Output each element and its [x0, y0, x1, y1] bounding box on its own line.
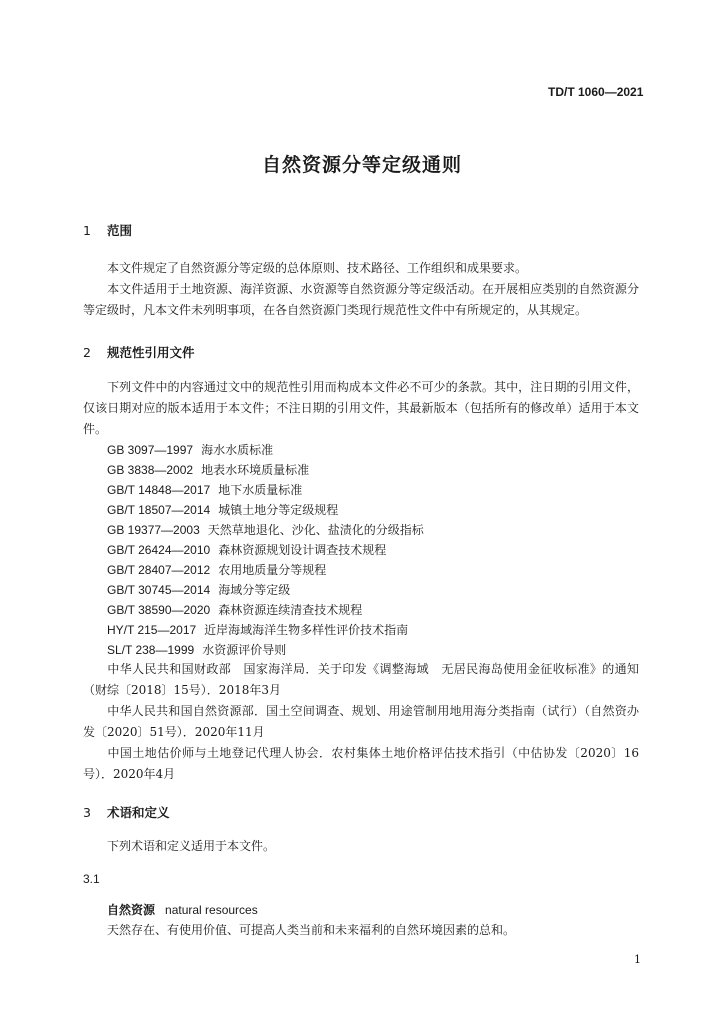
section-number: 3	[83, 805, 91, 820]
term-english: natural resources	[165, 903, 258, 917]
term-definition: 天然存在、有使用价值、可提高人类当前和未来福利的自然环境因素的总和。	[107, 923, 516, 937]
section-3-heading	[83, 803, 170, 821]
reference-item: GB 3838—2002 地表水环境质量标准	[107, 463, 310, 477]
term-entry	[107, 901, 258, 918]
other-reference: 中国土地估价师与土地登记代理人协会．农村集体土地价格评估技术指引（中估协发〔2020〕16号）．2020年4月	[83, 746, 639, 781]
section-1-heading	[83, 221, 132, 239]
section-number: 2	[83, 345, 91, 360]
reference-item: GB/T 26424—2010 森林资源规划设计调查技术规程	[107, 543, 387, 557]
page-number: 1	[634, 953, 641, 966]
reference-item: SL/T 238—1999 水资源评价导则	[107, 643, 287, 657]
term-number: 3.1	[83, 872, 100, 886]
document-title: 自然资源分等定级通则	[261, 154, 462, 176]
reference-item: GB 3097—1997 海水水质标准	[107, 443, 274, 457]
reference-item: GB/T 14848—2017 地下水质量标准	[107, 483, 303, 497]
section-1-paragraph-2: 本文件适用于土地资源、海洋资源、水资源等自然资源分等定级活动。在开展相应类别的自然资源分等定级时，凡本文件未列明事项，在各自然资源门类现行规范性文件中有所规定的，从其规定。	[83, 282, 639, 317]
reference-item: GB/T 18507—2014 城镇土地分等定级规程	[107, 503, 339, 517]
section-title: 规范性引用文件	[107, 345, 195, 360]
section-3-intro: 下列术语和定义适用于本文件。	[107, 839, 276, 853]
reference-item: GB/T 38590—2020 森林资源连续清查技术规程	[107, 603, 363, 617]
section-title: 术语和定义	[107, 805, 170, 820]
section-2-heading	[83, 343, 195, 361]
standard-number: TD/T 1060—2021	[548, 85, 644, 99]
other-reference: 中华人民共和国自然资源部．国土空间调查、规划、用途管制用地用海分类指南（试行）（自然资办发〔2020〕51号）．2020年11月	[83, 704, 639, 739]
other-reference: 中华人民共和国财政部 国家海洋局．关于印发《调整海域 无居民海岛使用金征收标准》的通知（财综〔2018〕15号）．2018年3月	[83, 662, 639, 697]
reference-item: HY/T 215—2017 近岸海域海洋生物多样性评价技术指南	[107, 623, 409, 637]
term-chinese: 自然资源	[107, 903, 156, 917]
reference-item: GB 19377—2003 天然草地退化、沙化、盐渍化的分级指标	[107, 523, 424, 537]
section-title: 范围	[107, 223, 133, 238]
section-number: 1	[83, 223, 91, 238]
section-1-paragraph-1: 本文件规定了自然资源分等定级的总体原则、技术路径、工作组织和成果要求。	[107, 261, 528, 275]
section-2-intro: 下列文件中的内容通过文中的规范性引用而构成本文件必不可少的条款。其中，注日期的引用文件，仅该日期对应的版本适用于本文件；不注日期的引用文件，其最新版本（包括所有的修改单）适用于本文件。	[83, 380, 639, 436]
reference-item: GB/T 28407—2012 农用地质量分等规程	[107, 563, 327, 577]
reference-item: GB/T 30745—2014 海域分等定级	[107, 583, 291, 597]
